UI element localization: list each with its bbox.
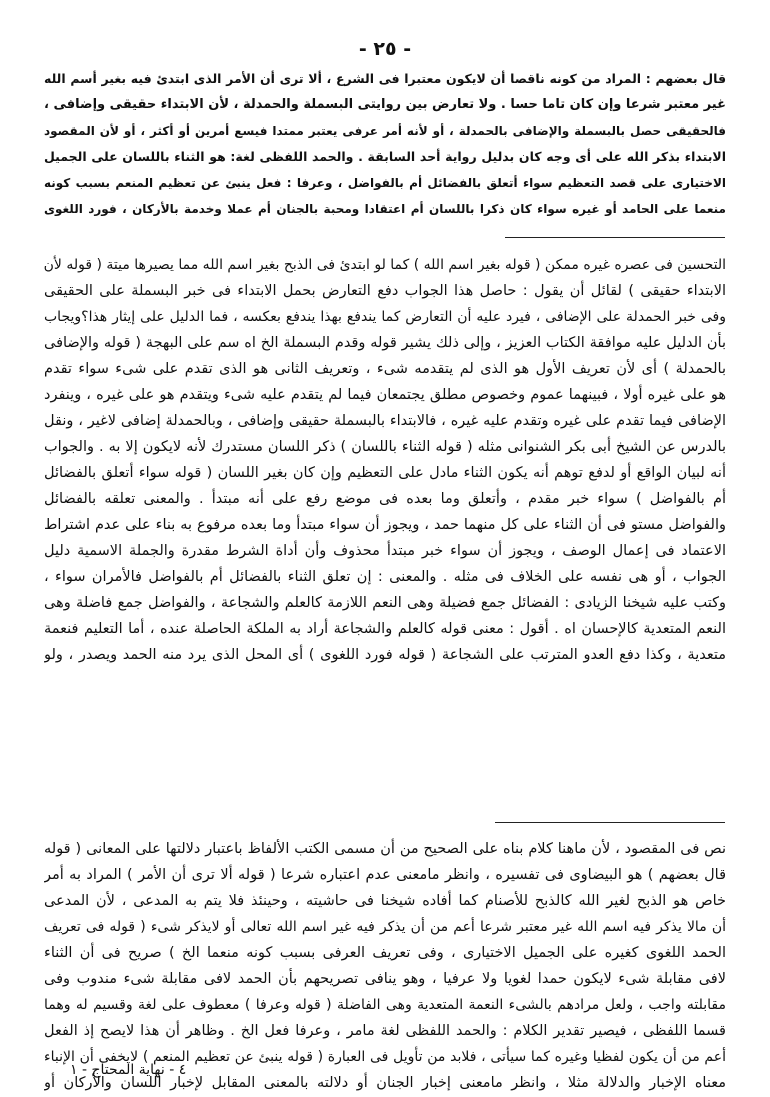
commentary-section-1 — [44, 252, 726, 668]
text-line: لافى مقابلة شىء لايكون حمدا لغويا ولا عرفيا ، وهو ينافى تصريحهم بأن الحمد لافى مقابلة شىء مندوب وفى — [44, 971, 726, 987]
text-line: الحمد اللغوى كغيره على الجميل الاختيارى ، وفى تعريف العرفى بسبب كونه منعما الخ ) صريح فى أن الثناء — [44, 945, 726, 961]
text-line: بالحمدلة ) أى لأن تعريف الأول هو الذى لم يتقدمه شىء ، وتعريف الثانى هو الذى تقدم على شىء سواء تقدم — [44, 361, 726, 377]
text-line: مقابلته واجب ، ولعل مرادهم بالشىء النعمة المتعدية وهى الفاضلة ( قوله وعرفا ) معطوف على لغة وقسيم له وهما — [44, 997, 726, 1013]
text-line: قال بعضهم ) هو البيضاوى فى تفسيره ، وانظر مامعنى عدم اعتباره شرعا ( قوله ألا ترى أن الأمر ) المراد به أمر — [44, 867, 726, 883]
text-line: التحسين فى عصره غيره ممكن ( قوله بغير اسم الله ) كما لو ابتدئ فى الذبح بغير اسم الله مما يصيرها ميتة ( قوله لأن — [44, 257, 726, 273]
text-line: النعم المتعدية كالإحسان اه . أقول : معنى قوله كالعلم والشجاعة أراد به الملكة الحاصلة عنده ، أما التعليم فنعمة — [44, 621, 726, 637]
text-line: أم بالفواضل ) سواء خبر مقدم ، وأتعلق وما بعده فى موضع رفع على أنه مبتدأ . والمعنى تعلقه بالفضائل — [44, 491, 726, 507]
signature-mark: ٤ - نهاية المحتاج - ١ — [70, 1062, 187, 1078]
separator-rule — [495, 822, 725, 823]
text-line: فالحقيقى حصل بالبسملة والإضافى بالحمدلة ، أو لأنه أمر عرفى يعتبر ممتدا فيسع أمرين أو أكثر ، أو لأن المقصود — [44, 124, 726, 138]
text-line: نص فى المقصود ، لأن ماهنا كلام بناه على الصحيح من أن مسمى الكتب الألفاظ باعتبار دلالتها على المعانى ( قوله — [44, 841, 726, 857]
text-line: الجواب ، أو هى نفسه على الخلاف فى مثله . والمعنى : إن تعلق الثناء بالفضائل أم بالفواضل فالأمران سواء ، — [44, 569, 726, 585]
text-line: بأن الدليل عليه موافقة الكتاب العزيز ، وإلى ذلك يشير قوله وقدم البسملة الخ اه سم على البهجة ( قوله والإضافى — [44, 335, 726, 351]
text-line: هو على غيره أولا ، فبينهما عموم وخصوص مطلق يجتمعان فيما لم يتقدم عليه شىء ويتقدم هو على غيره ، وينفرد — [44, 387, 726, 403]
text-line: أنه لبيان الواقع أو لدفع توهم أنه يكون الثناء مادل على التعظيم وإن كان بغير اللسان ( قوله سواء أتعلق بالفضائل — [44, 465, 726, 481]
text-line: وفى خبر الحمدلة على الإضافى ، فيرد عليه أن التعارض كما يندفع بهذا يندفع بعكسه ، فما الدليل على إيثار هذا؟ويجاب — [44, 309, 726, 325]
text-line: الإضافى فيما تقدم على غيره وتقدم عليه غيره ، فالابتداء بالبسملة حقيقى وإضافى ، وبالحمدلة إضافى لاغير ، ونقل — [44, 413, 726, 429]
separator-rule — [505, 237, 725, 238]
text-line: الاختيارى على قصد التعظيم سواء أتعلق بالفضائل أم بالفواضل ، وعرفا : فعل ينبئ عن تعظيم المنعم بسبب كونه — [44, 176, 726, 190]
text-line: أن مالا يذكر فيه اسم الله غير معتبر شرعا أعم من أن يذكر فيه غير اسم الله تعالى أو لايذكر شىء ( قوله فى تعريف — [44, 919, 726, 935]
text-line: قال بعضهم : المراد من كونه ناقصا أن لايكون معتبرا فى الشرع ، ألا ترى أن الأمر الذى ابتدئ فيه بغير أسم الله — [44, 71, 726, 86]
text-line: أعم من أن يكون لفظيا وغيره كما سيأتى ، فلابد من تأويل فى العبارة ( قوله ينبئ عن تعظيم المنعم ) لايخفى أن الإنباء — [44, 1049, 726, 1065]
signature-footer — [70, 1062, 770, 1078]
text-line: وكتب عليه شيخنا الزيادى : الفضائل جمع فضيلة وهى النعم اللازمة كالعلم والشجاعة ، والفواضل جمع فاضلة وهى — [44, 595, 726, 611]
text-line: الابتداء حقيقى ) لقائل أن يقول : حاصل هذا الجواب دفع التعارض بحمل الابتداء فى خبر البسملة على الحقيقى — [44, 283, 726, 299]
main-text — [44, 66, 726, 222]
page-number: - ٢٥ - — [358, 38, 412, 60]
text-line: منعما على الحامد أو غيره سواء كان ذكرا باللسان أم اعتقادا ومحبة بالجنان أم عملا وخدمة بالأركان ، فورد اللغوى — [44, 202, 726, 216]
text-line: قسما اللفظى ، فيصير تقدير الكلام : والحمد اللفظى لغة مامر ، وعرفا فعل الخ . وظاهر أن هذا لايصح إذ الفعل — [44, 1023, 726, 1039]
text-line: معناه الإخبار والدلالة مثلا ، وانظر مامعنى إخبار الجنان أو دلالته بالمعنى المقابل لإخبار اللسان والأركان أو — [44, 1075, 726, 1091]
text-line: خاص هو الذبح لغير الله كالذبح للأصنام كما أفاده شيخنا فى حاشيته ، وحينئذ فلا يتم به المدعى ، لأن المدعى — [44, 893, 726, 909]
commentary-section-2 — [44, 836, 726, 1096]
text-line: الاعتماد فى إعمال الوصف ، ويجوز أن سواء خبر مبتدأ محذوف وأن أداة الشرط مقدرة والجملة الاسمية دليل — [44, 543, 726, 559]
text-line: غير معتبر شرعا وإن كان تاما حسا . ولا تعارض بين روايتى البسملة والحمدلة ، لأن الابتداء حقيقى وإضافى ، — [44, 97, 726, 112]
text-line: والفواضل مستو فى أن الثناء على كل منهما حمد ، ويجوز أن سواء مبتدأ وما بعده مرفوع به بناء على عدم اشتراط — [44, 517, 726, 533]
text-line: متعدية ، وكذا دفع العدو المترتب على الشجاعة ( قوله فورد اللغوى ) أى المحل الذى يرد منه الحمد ويصدر ، ولو — [44, 647, 726, 663]
text-line: بالدرس عن الشيخ أبى بكر الشنوانى مثله ( قوله الثناء باللسان ) ذكر اللسان مستدرك لأنه لايكون إلا به . والجواب — [44, 439, 726, 455]
text-line: الابتداء بذكر الله على أى وجه كان بدليل رواية أحد السابقة . والحمد اللفظى لغة: هو الثناء باللسان على الجميل — [44, 149, 726, 164]
